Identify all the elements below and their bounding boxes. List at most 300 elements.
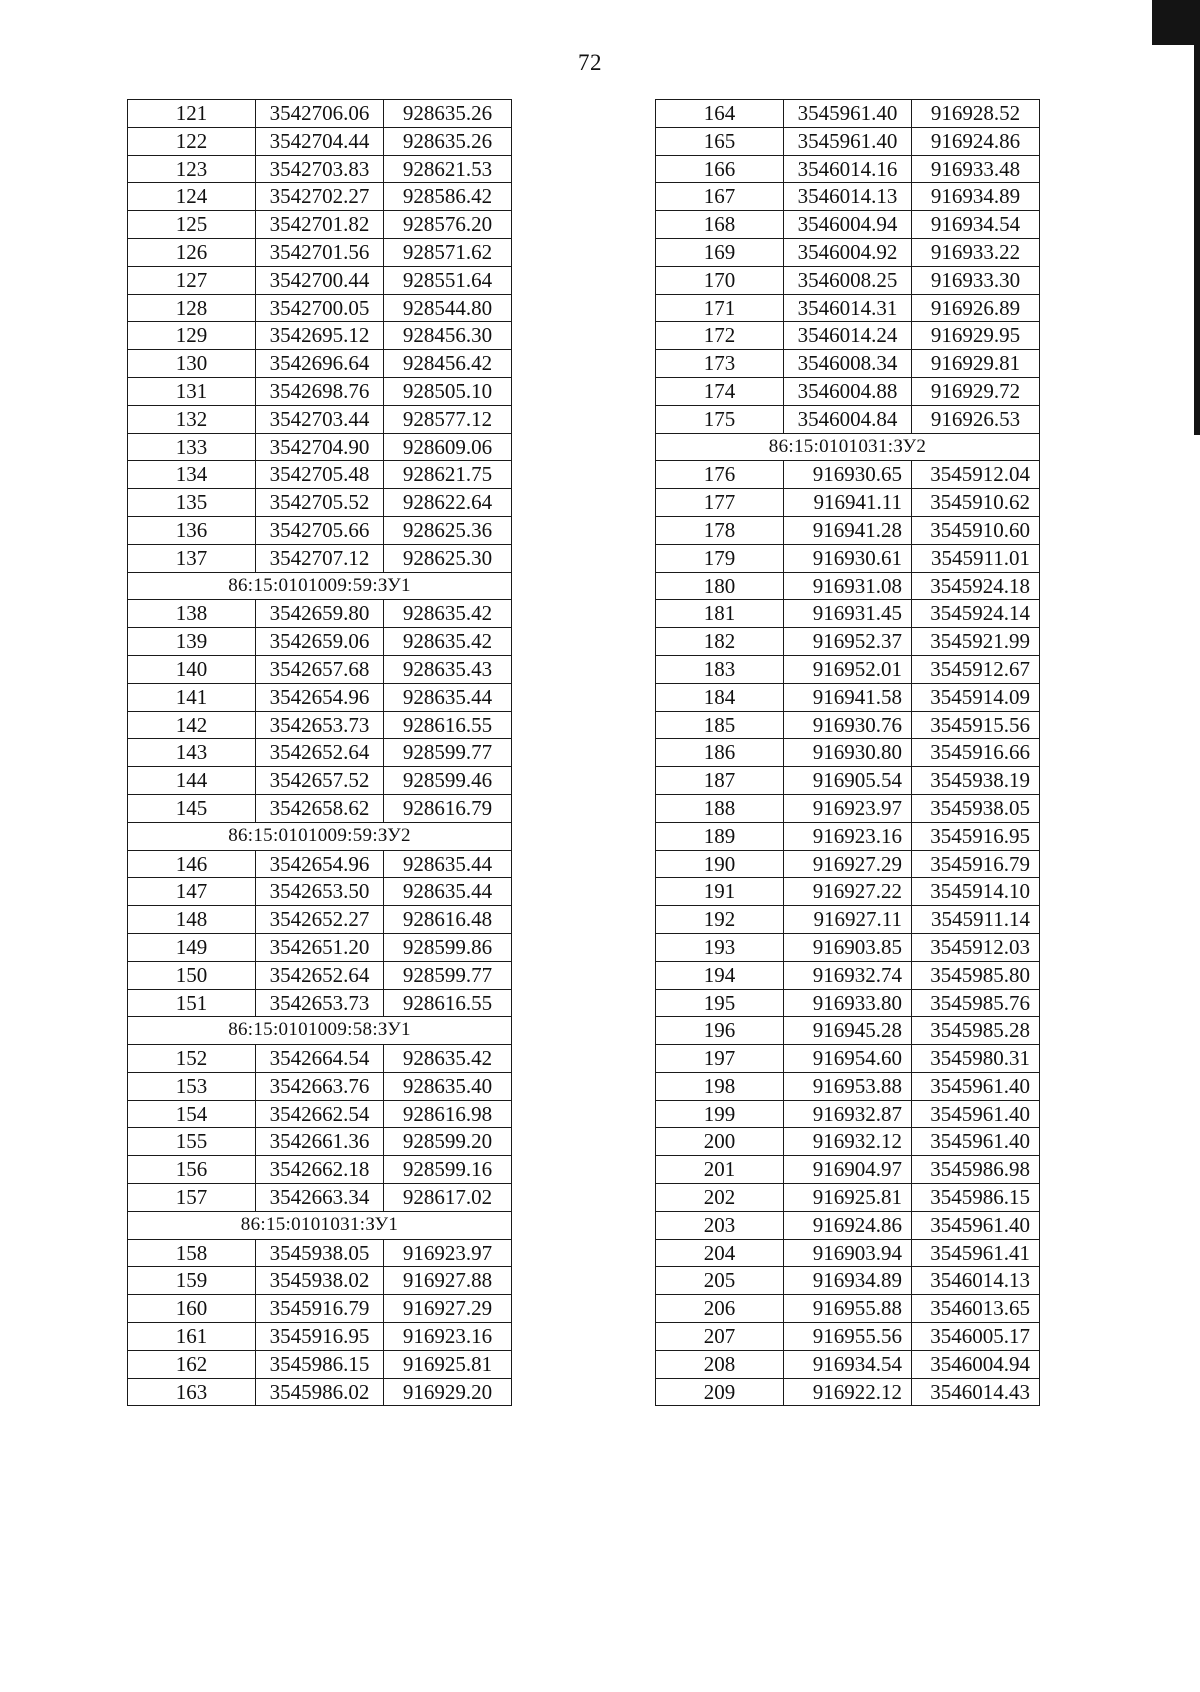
table-row: [656, 1128, 1040, 1156]
point-number: 199: [656, 1100, 784, 1128]
coordinate-y: 3546014.43: [912, 1378, 1040, 1406]
point-number: 195: [656, 989, 784, 1017]
coordinate-y: 928576.20: [384, 211, 512, 239]
coordinate-x: 3542652.27: [256, 906, 384, 934]
point-number: 206: [656, 1295, 784, 1323]
point-number: 188: [656, 794, 784, 822]
coordinate-x: 3546008.34: [784, 350, 912, 378]
coordinate-x: 3546014.16: [784, 155, 912, 183]
point-number: 166: [656, 155, 784, 183]
table-row: [656, 850, 1040, 878]
coordinate-y: 3545915.56: [912, 711, 1040, 739]
coordinate-y: 928609.06: [384, 433, 512, 461]
table-row: [128, 238, 512, 266]
point-number: 202: [656, 1184, 784, 1212]
table-row: [656, 238, 1040, 266]
table-row: [656, 767, 1040, 795]
coordinate-y: 928551.64: [384, 266, 512, 294]
point-number: 136: [128, 516, 256, 544]
point-number: 143: [128, 739, 256, 767]
coordinate-x: 3542663.76: [256, 1072, 384, 1100]
table-row: [656, 1378, 1040, 1406]
coordinate-x: 3542661.36: [256, 1128, 384, 1156]
table-row: [656, 572, 1040, 600]
table-row: [656, 600, 1040, 628]
coordinate-x: 916952.37: [784, 628, 912, 656]
table-row: [656, 183, 1040, 211]
coordinate-x: 3542705.48: [256, 461, 384, 489]
coordinate-y: 928635.40: [384, 1072, 512, 1100]
point-number: 123: [128, 155, 256, 183]
table-row: [128, 655, 512, 683]
table-row: [128, 1267, 512, 1295]
parcel-header-row: [128, 822, 512, 850]
coordinate-y: 928635.42: [384, 628, 512, 656]
coordinate-y: 928617.02: [384, 1184, 512, 1212]
table-row: [128, 683, 512, 711]
table-row: [128, 1100, 512, 1128]
table-row: [656, 822, 1040, 850]
coordinate-x: 916927.11: [784, 906, 912, 934]
coordinate-x: 3542653.73: [256, 711, 384, 739]
coordinate-y: 928616.79: [384, 794, 512, 822]
point-number: 156: [128, 1156, 256, 1184]
coordinate-y: 3545912.67: [912, 655, 1040, 683]
table-row: [656, 628, 1040, 656]
coordinate-x: 3542662.18: [256, 1156, 384, 1184]
coordinate-y: 916933.48: [912, 155, 1040, 183]
coordinate-y: 928599.77: [384, 739, 512, 767]
point-number: 171: [656, 294, 784, 322]
coordinate-y: 928635.26: [384, 127, 512, 155]
point-number: 180: [656, 572, 784, 600]
coordinate-x: 916933.80: [784, 989, 912, 1017]
table-row: [128, 739, 512, 767]
parcel-id: 86:15:0101009:58:ЗУ1: [128, 1017, 512, 1045]
point-number: 187: [656, 767, 784, 795]
table-row: [128, 767, 512, 795]
table-row: [128, 1350, 512, 1378]
point-number: 204: [656, 1239, 784, 1267]
coordinate-y: 928599.77: [384, 961, 512, 989]
coordinate-x: 3542659.06: [256, 628, 384, 656]
coordinate-x: 3545961.40: [784, 127, 912, 155]
coordinate-y: 928622.64: [384, 489, 512, 517]
coordinate-x: 916927.29: [784, 850, 912, 878]
table-row: [656, 933, 1040, 961]
coordinate-y: 3545938.19: [912, 767, 1040, 795]
table-row: [128, 100, 512, 128]
table-row: [128, 1378, 512, 1406]
point-number: 151: [128, 989, 256, 1017]
coordinate-x: 3546014.24: [784, 322, 912, 350]
coordinate-y: 916934.89: [912, 183, 1040, 211]
coordinate-x: 916941.58: [784, 683, 912, 711]
table-row: [128, 711, 512, 739]
point-number: 205: [656, 1267, 784, 1295]
coordinate-y: 916923.97: [384, 1239, 512, 1267]
coordinate-x: 3542651.20: [256, 933, 384, 961]
table-row: [128, 1072, 512, 1100]
coordinate-y: 3545986.98: [912, 1156, 1040, 1184]
table-row: [656, 377, 1040, 405]
table-row: [656, 878, 1040, 906]
point-number: 194: [656, 961, 784, 989]
table-row: [128, 516, 512, 544]
coordinate-x: 916924.86: [784, 1211, 912, 1239]
coordinate-x: 3542707.12: [256, 544, 384, 572]
point-number: 153: [128, 1072, 256, 1100]
coordinate-y: 3545961.40: [912, 1072, 1040, 1100]
point-number: 189: [656, 822, 784, 850]
coordinate-y: 3545921.99: [912, 628, 1040, 656]
point-number: 209: [656, 1378, 784, 1406]
coordinate-y: 916933.22: [912, 238, 1040, 266]
coordinate-x: 916932.74: [784, 961, 912, 989]
coordinate-x: 916954.60: [784, 1045, 912, 1073]
coordinate-x: 3542704.90: [256, 433, 384, 461]
coordinate-y: 3545924.14: [912, 600, 1040, 628]
coordinate-y: 3545985.76: [912, 989, 1040, 1017]
point-number: 139: [128, 628, 256, 656]
coordinate-x: 3545916.79: [256, 1295, 384, 1323]
coordinate-x: 3542653.50: [256, 878, 384, 906]
coordinate-x: 3542703.44: [256, 405, 384, 433]
parcel-id: 86:15:0101031:ЗУ2: [656, 433, 1040, 461]
coordinate-x: 916923.97: [784, 794, 912, 822]
coordinate-y: 3545961.40: [912, 1100, 1040, 1128]
coordinate-y: 916923.16: [384, 1323, 512, 1351]
coordinate-x: 3542701.56: [256, 238, 384, 266]
coordinate-x: 3542653.73: [256, 989, 384, 1017]
point-number: 191: [656, 878, 784, 906]
coordinate-x: 3542695.12: [256, 322, 384, 350]
coordinate-x: 916905.54: [784, 767, 912, 795]
coordinate-x: 916941.28: [784, 516, 912, 544]
coordinate-y: 928577.12: [384, 405, 512, 433]
coordinate-y: 916926.89: [912, 294, 1040, 322]
coordinate-x: 3542659.80: [256, 600, 384, 628]
coordinate-x: 3546008.25: [784, 266, 912, 294]
coordinate-y: 928616.48: [384, 906, 512, 934]
point-number: 174: [656, 377, 784, 405]
coordinate-y: 928571.62: [384, 238, 512, 266]
coordinate-x: 3542700.05: [256, 294, 384, 322]
coordinate-y: 3545980.31: [912, 1045, 1040, 1073]
point-number: 192: [656, 906, 784, 934]
point-number: 184: [656, 683, 784, 711]
page-number: 72: [578, 50, 602, 75]
point-number: 149: [128, 933, 256, 961]
coordinate-y: 3545916.79: [912, 850, 1040, 878]
table-row: [656, 961, 1040, 989]
coordinate-x: 3542652.64: [256, 739, 384, 767]
coordinate-y: 928599.20: [384, 1128, 512, 1156]
point-number: 144: [128, 767, 256, 795]
coordinate-x: 3546014.31: [784, 294, 912, 322]
coordinate-x: 3545938.05: [256, 1239, 384, 1267]
table-row: [656, 794, 1040, 822]
scan-edge-mark: [1152, 0, 1200, 45]
coordinate-x: 916955.88: [784, 1295, 912, 1323]
table-row: [128, 628, 512, 656]
scan-edge-line: [1194, 45, 1200, 435]
point-number: 168: [656, 211, 784, 239]
coordinate-y: 916925.81: [384, 1350, 512, 1378]
coordinate-x: 3546004.88: [784, 377, 912, 405]
coordinate-y: 928616.55: [384, 989, 512, 1017]
table-row: [128, 1239, 512, 1267]
parcel-header-row: [128, 572, 512, 600]
coordinate-x: 916955.56: [784, 1323, 912, 1351]
coordinate-x: 916930.80: [784, 739, 912, 767]
coordinate-x: 3546004.92: [784, 238, 912, 266]
coordinate-y: 3546005.17: [912, 1323, 1040, 1351]
point-number: 157: [128, 1184, 256, 1212]
coordinate-y: 928635.43: [384, 655, 512, 683]
coordinate-x: 916923.16: [784, 822, 912, 850]
coordinate-x: 3545986.15: [256, 1350, 384, 1378]
point-number: 133: [128, 433, 256, 461]
coordinate-y: 3545961.41: [912, 1239, 1040, 1267]
table-row: [128, 600, 512, 628]
coordinate-x: 3542657.68: [256, 655, 384, 683]
point-number: 181: [656, 600, 784, 628]
point-number: 208: [656, 1350, 784, 1378]
point-number: 141: [128, 683, 256, 711]
coordinate-x: 3542662.54: [256, 1100, 384, 1128]
table-row: [656, 266, 1040, 294]
coordinate-x: 3545986.02: [256, 1378, 384, 1406]
table-row: [128, 461, 512, 489]
coordinate-y: 928621.75: [384, 461, 512, 489]
point-number: 127: [128, 266, 256, 294]
point-number: 155: [128, 1128, 256, 1156]
point-number: 175: [656, 405, 784, 433]
coordinates-table-left: [127, 99, 512, 1406]
point-number: 160: [128, 1295, 256, 1323]
coordinate-y: 928599.46: [384, 767, 512, 795]
parcel-header-row: [128, 1017, 512, 1045]
coordinate-y: 3545961.40: [912, 1211, 1040, 1239]
coordinate-x: 3546014.13: [784, 183, 912, 211]
table-row: [656, 544, 1040, 572]
coordinate-x: 3545916.95: [256, 1323, 384, 1351]
point-number: 196: [656, 1017, 784, 1045]
coordinate-x: 916941.11: [784, 489, 912, 517]
table-row: [128, 377, 512, 405]
coordinate-y: 3545911.01: [912, 544, 1040, 572]
table-row: [128, 127, 512, 155]
table-row: [128, 544, 512, 572]
table-row: [656, 906, 1040, 934]
point-number: 200: [656, 1128, 784, 1156]
table-row: [656, 1267, 1040, 1295]
table-row: [656, 683, 1040, 711]
point-number: 124: [128, 183, 256, 211]
table-row: [128, 1045, 512, 1073]
table-row: [656, 322, 1040, 350]
coordinate-x: 3542706.06: [256, 100, 384, 128]
coordinate-y: 3545910.60: [912, 516, 1040, 544]
point-number: 198: [656, 1072, 784, 1100]
point-number: 146: [128, 850, 256, 878]
coordinate-x: 3542664.54: [256, 1045, 384, 1073]
coordinate-x: 3542700.44: [256, 266, 384, 294]
coordinate-y: 3545986.15: [912, 1184, 1040, 1212]
table-row: [128, 211, 512, 239]
coordinate-x: 916930.65: [784, 461, 912, 489]
point-number: 152: [128, 1045, 256, 1073]
coordinate-y: 3546013.65: [912, 1295, 1040, 1323]
coordinate-x: 916925.81: [784, 1184, 912, 1212]
table-row: [128, 433, 512, 461]
coordinate-x: 916930.76: [784, 711, 912, 739]
coordinate-x: 916932.87: [784, 1100, 912, 1128]
table-row: [128, 989, 512, 1017]
coordinate-y: 3545914.09: [912, 683, 1040, 711]
coordinate-y: 916929.95: [912, 322, 1040, 350]
table-row: [128, 405, 512, 433]
point-number: 163: [128, 1378, 256, 1406]
table-row: [128, 350, 512, 378]
coordinate-x: 3542696.64: [256, 350, 384, 378]
coordinate-y: 916924.86: [912, 127, 1040, 155]
coordinate-x: 916932.12: [784, 1128, 912, 1156]
coordinate-y: 928599.86: [384, 933, 512, 961]
coordinate-x: 916945.28: [784, 1017, 912, 1045]
table-row: [656, 1072, 1040, 1100]
table-row: [128, 878, 512, 906]
point-number: 179: [656, 544, 784, 572]
coordinate-y: 928599.16: [384, 1156, 512, 1184]
table-row: [128, 183, 512, 211]
point-number: 182: [656, 628, 784, 656]
table-row: [656, 1017, 1040, 1045]
coordinate-x: 3546004.94: [784, 211, 912, 239]
coordinate-y: 928635.42: [384, 600, 512, 628]
coordinate-x: 3542705.66: [256, 516, 384, 544]
coordinate-y: 928456.42: [384, 350, 512, 378]
table-row: [656, 1350, 1040, 1378]
point-number: 132: [128, 405, 256, 433]
coordinate-y: 928505.10: [384, 377, 512, 405]
parcel-header-row: [656, 433, 1040, 461]
table-row: [128, 266, 512, 294]
point-number: 186: [656, 739, 784, 767]
table-row: [656, 211, 1040, 239]
coordinate-y: 928616.55: [384, 711, 512, 739]
table-row: [656, 739, 1040, 767]
coordinate-y: 928616.98: [384, 1100, 512, 1128]
coordinate-y: 916927.88: [384, 1267, 512, 1295]
coordinate-y: 3545910.62: [912, 489, 1040, 517]
coordinate-y: 928625.36: [384, 516, 512, 544]
coordinate-x: 3546004.84: [784, 405, 912, 433]
point-number: 159: [128, 1267, 256, 1295]
table-row: [656, 1211, 1040, 1239]
point-number: 162: [128, 1350, 256, 1378]
table-row: [656, 655, 1040, 683]
coordinate-y: 3545912.03: [912, 933, 1040, 961]
coordinate-y: 3545924.18: [912, 572, 1040, 600]
table-row: [656, 461, 1040, 489]
coordinate-y: 3545912.04: [912, 461, 1040, 489]
table-row: [656, 1045, 1040, 1073]
point-number: 170: [656, 266, 784, 294]
coordinate-y: 916926.53: [912, 405, 1040, 433]
point-number: 154: [128, 1100, 256, 1128]
table-row: [128, 155, 512, 183]
coordinate-y: 928635.44: [384, 683, 512, 711]
coordinate-x: 3542658.62: [256, 794, 384, 822]
point-number: 176: [656, 461, 784, 489]
table-row: [128, 489, 512, 517]
coordinate-y: 928635.44: [384, 850, 512, 878]
point-number: 121: [128, 100, 256, 128]
point-number: 169: [656, 238, 784, 266]
coordinate-y: 3545916.95: [912, 822, 1040, 850]
point-number: 183: [656, 655, 784, 683]
table-row: [656, 100, 1040, 128]
table-row: [128, 1295, 512, 1323]
point-number: 207: [656, 1323, 784, 1351]
point-number: 137: [128, 544, 256, 572]
point-number: 172: [656, 322, 784, 350]
coordinate-x: 916934.89: [784, 1267, 912, 1295]
coordinate-y: 928586.42: [384, 183, 512, 211]
parcel-id: 86:15:0101009:59:ЗУ1: [128, 572, 512, 600]
coordinate-y: 928635.26: [384, 100, 512, 128]
coordinate-x: 916904.97: [784, 1156, 912, 1184]
coordinate-y: 928635.42: [384, 1045, 512, 1073]
coordinate-x: 916930.61: [784, 544, 912, 572]
coordinate-x: 916953.88: [784, 1072, 912, 1100]
point-number: 165: [656, 127, 784, 155]
table-row: [656, 711, 1040, 739]
table-row: [656, 127, 1040, 155]
point-number: 145: [128, 794, 256, 822]
coordinate-x: 916903.94: [784, 1239, 912, 1267]
table-row: [128, 322, 512, 350]
point-number: 161: [128, 1323, 256, 1351]
point-number: 150: [128, 961, 256, 989]
table-row: [656, 350, 1040, 378]
point-number: 147: [128, 878, 256, 906]
coordinate-y: 3545916.66: [912, 739, 1040, 767]
point-number: 138: [128, 600, 256, 628]
coordinate-x: 3542652.64: [256, 961, 384, 989]
point-number: 197: [656, 1045, 784, 1073]
coordinate-x: 916922.12: [784, 1378, 912, 1406]
point-number: 135: [128, 489, 256, 517]
table-row: [656, 489, 1040, 517]
point-number: 128: [128, 294, 256, 322]
coordinate-y: 916927.29: [384, 1295, 512, 1323]
coordinate-x: 3542701.82: [256, 211, 384, 239]
point-number: 131: [128, 377, 256, 405]
coordinate-y: 3545914.10: [912, 878, 1040, 906]
point-number: 129: [128, 322, 256, 350]
coordinate-y: 3546014.13: [912, 1267, 1040, 1295]
coordinate-x: 3542704.44: [256, 127, 384, 155]
point-number: 203: [656, 1211, 784, 1239]
table-row: [656, 989, 1040, 1017]
point-number: 193: [656, 933, 784, 961]
coordinate-x: 3545961.40: [784, 100, 912, 128]
table-row: [128, 294, 512, 322]
coordinate-y: 3545985.80: [912, 961, 1040, 989]
